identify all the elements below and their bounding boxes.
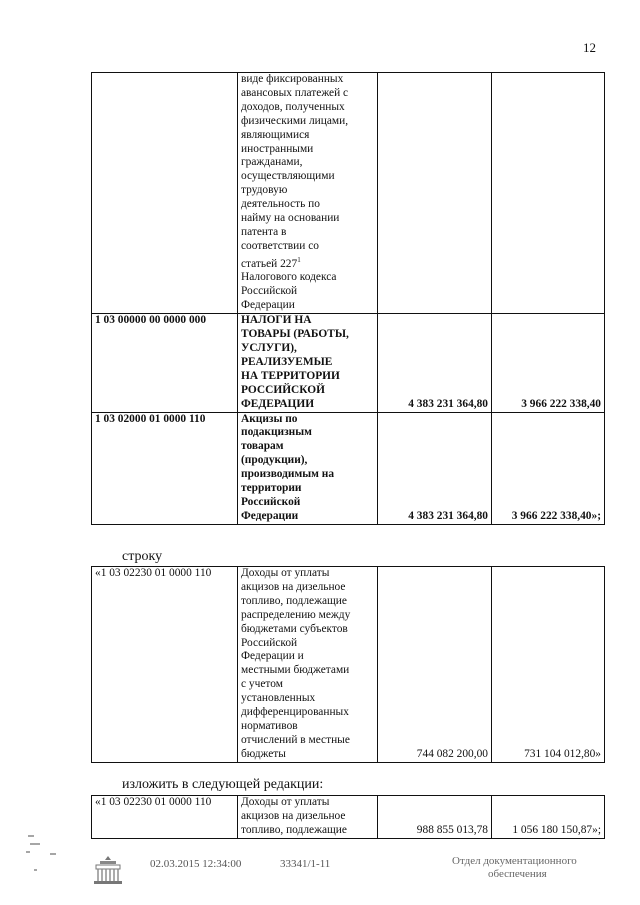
name-line: доходов, полученных [241,100,345,113]
name-line: гражданами, [241,156,303,169]
label-edit-phrase: изложить в следующей редакции: [122,777,324,792]
name-line: акцизов на дизельное [241,580,346,593]
budget-table-new-row [91,795,605,839]
name-line: РЕАЛИЗУЕМЫЕ [241,355,333,368]
code-cell: «1 03 02230 01 0000 110 [92,567,238,763]
name-line: Налогового кодекса [241,271,337,284]
name-line: отчислений в местные [241,733,350,746]
name-line: Федерации и [241,650,304,663]
name-line: Российской [241,495,301,508]
sum-cell-2: 731 104 012,80» [492,567,605,763]
code-cell [92,73,238,314]
name-line: Доходы от уплаты [241,796,330,808]
name-line: бюджетами субъектов [241,622,348,635]
name-line: физическими лицами, [241,114,349,127]
name-line: иностранными [241,142,314,155]
footer-stamp-line2: обеспечения [488,868,547,880]
name-cell [238,796,378,839]
sum-cell-1: 4 383 231 364,80 [378,314,492,412]
name-line: осуществляющими [241,170,335,183]
footer-datetime: 02.03.2015 12:34:00 [150,858,242,870]
name-line: соответствии со [241,239,319,252]
name-line: установленных [241,692,316,705]
emblem-logo [90,853,126,892]
name-line: бюджеты [241,747,286,760]
name-line: УСЛУГИ), [241,342,297,355]
name-line: подакцизным [241,426,312,439]
name-line: с учетом [241,678,283,691]
name-tail-lines [241,271,374,313]
name-line: ФЕДЕРАЦИИ [241,397,315,410]
name-line: Федерации [241,509,299,522]
name-line: территории [241,482,302,495]
name-line: нормативов [241,719,298,732]
name-line: товарам [241,440,284,453]
footer-doc-number: 33341/1-11 [280,858,331,870]
label-row-word: строку [122,549,163,564]
code-cell: 1 03 00000 00 0000 000 [92,314,238,412]
name-cell [238,314,378,412]
code-cell: «1 03 02230 01 0000 110 [92,796,238,839]
name-line: НА ТЕРРИТОРИИ [241,369,340,382]
name-line: производимым на [241,468,335,481]
table-row [92,796,605,839]
name-line: Федерации [241,299,295,312]
budget-table-old-row [91,566,605,763]
page-number: 12 [583,40,596,55]
name-line: деятельность по [241,198,320,211]
name-line: патента в [241,225,287,238]
name-line: Доходы от уплаты [241,567,330,579]
budget-table-continuation [91,72,605,525]
sum-cell-1: 744 082 200,00 [378,567,492,763]
name-line: Акцизы по [241,412,298,425]
name-line: ТОВАРЫ (РАБОТЫ, [241,328,349,341]
name-line: дифференцированных [241,706,349,719]
name-cell [238,73,378,314]
table-row [92,73,605,314]
sum-cell-1 [378,73,492,314]
sum-cell-2 [492,73,605,314]
name-line: топливо, подлежащие [241,823,347,836]
table-row [92,314,605,412]
table-row [92,567,605,763]
sum-cell-1: 4 383 231 364,80 [378,412,492,524]
sum-cell-1: 988 855 013,78 [378,796,492,839]
name-line: трудовую [241,184,288,197]
footer-stamp-line1: Отдел документационного [452,855,577,867]
name-line: виде фиксированных [241,73,344,85]
sum-cell-2: 3 966 222 338,40»; [492,412,605,524]
name-cell [238,412,378,524]
name-line: НАЛОГИ НА [241,314,312,327]
name-line: Российской [241,636,298,649]
name-line: (продукции), [241,454,308,467]
name-line: найму на основании [241,212,340,225]
sum-cell-2: 1 056 180 150,87»; [492,796,605,839]
name-line: топливо, подлежащие [241,594,347,607]
code-cell: 1 03 02000 01 0000 110 [92,412,238,524]
name-line: акцизов на дизельное [241,809,346,822]
name-lines [241,73,374,254]
name-line: РОССИЙСКОЙ [241,383,325,396]
sum-cell-2: 3 966 222 338,40 [492,314,605,412]
name-line: являющимися [241,128,310,141]
name-line: авансовых платежей с [241,86,349,99]
scan-marks-decoration [20,830,80,890]
name-line: распределению между [241,608,351,621]
table-row [92,412,605,524]
name-cell [238,567,378,763]
statute-line: статьей $227^1$ [241,255,301,270]
name-line: Российской [241,285,298,298]
name-line: местными бюджетами [241,664,350,677]
